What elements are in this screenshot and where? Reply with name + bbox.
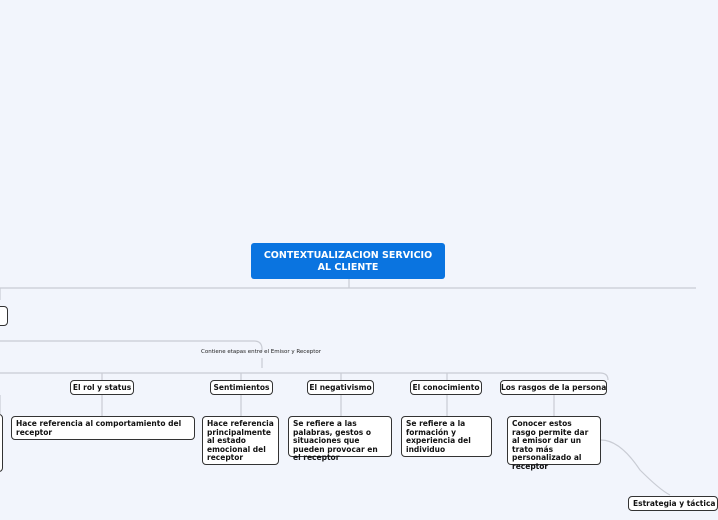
leaf-node-rasgos-persona[interactable]: Conocer estos rasgo permite dar al emisor dar un trato más personalizado al receptor	[507, 416, 601, 465]
leaf-node-rol-status[interactable]: Hace referencia al comportamiento del receptor	[11, 416, 195, 440]
partial-node-left-top[interactable]	[0, 306, 8, 326]
branch-node-rol-status[interactable]: El rol y status	[70, 380, 134, 395]
side-node-estrategia[interactable]: Estrategia y táctica	[628, 496, 718, 511]
branch-node-sentimientos[interactable]: Sentimientos	[210, 380, 273, 395]
branch-node-conocimiento[interactable]: El conocimiento	[410, 380, 482, 395]
group-note: Contiene etapas entre el Emisor y Receptor	[201, 349, 321, 355]
branch-node-rasgos-persona[interactable]: Los rasgos de la persona	[500, 380, 607, 395]
leaf-node-negativismo[interactable]: Se refiere a las palabras, gestos o situaciones que pueden provocar en el receptor	[288, 416, 392, 457]
leaf-node-sentimientos[interactable]: Hace referencia principalmente al estado emocional del receptor	[202, 416, 279, 465]
branch-node-negativismo[interactable]: El negativismo	[307, 380, 374, 395]
root-node[interactable]: CONTEXTUALIZACION SERVICIO AL CLIENTE	[251, 243, 445, 279]
partial-node-left-bottom[interactable]	[0, 414, 3, 472]
leaf-node-conocimiento[interactable]: Se refiere a la formación y experiencia del individuo	[401, 416, 492, 457]
